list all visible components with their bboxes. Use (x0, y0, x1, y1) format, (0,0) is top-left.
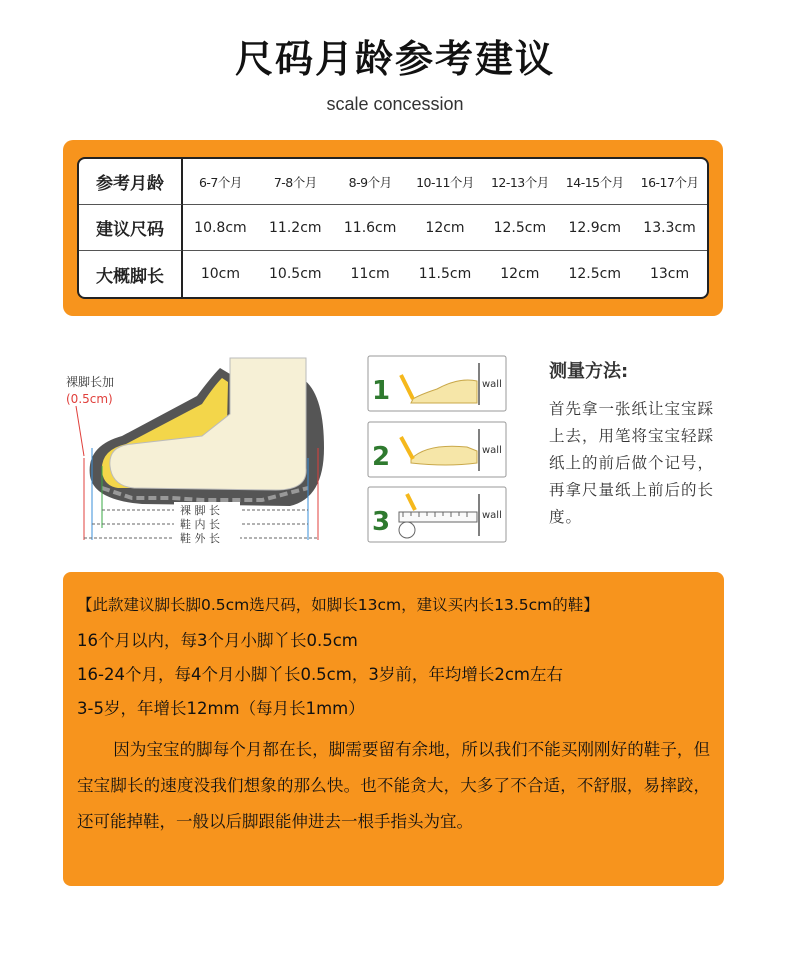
shoe-fit-diagram (62, 348, 340, 548)
page-subtitle: scale concession (326, 94, 464, 114)
step-1 (368, 356, 506, 411)
table-cell: 11cm (350, 266, 390, 282)
page-title: 尺码月龄参考建议 (234, 37, 555, 81)
table-cell: 11.6cm (333, 205, 408, 251)
table-cell: 10cm (200, 266, 240, 282)
size-table-panel (63, 140, 723, 316)
table-cell: 12cm (500, 266, 540, 282)
measure-label-inner: 鞋 内 长 (180, 518, 220, 531)
table-cell: 11.5cm (418, 266, 472, 282)
step-number: 2 (372, 442, 391, 472)
table-cell: 10.5cm (269, 266, 322, 282)
row-label-age: 参考月龄 (79, 159, 183, 205)
measure-label-bare-foot: 裸 脚 长 (180, 504, 220, 517)
table-cell: 16-17个月 (632, 159, 707, 205)
callout-line (76, 406, 84, 456)
table-cell: 10.8cm (183, 205, 258, 251)
size-table (77, 157, 709, 299)
table-cell: 8-9个月 (333, 159, 408, 205)
step-3 (368, 487, 506, 542)
step-number: 1 (372, 376, 391, 406)
measure-label-outer: 鞋 外 长 (180, 532, 220, 545)
measure-steps-illustration (367, 355, 509, 543)
tape-icon (399, 522, 415, 538)
row-label-size: 建议尺码 (79, 205, 183, 251)
table-cell: 13.3cm (632, 205, 707, 251)
notes-line: 16个月以内，每3个月小脚丫长0.5cm (77, 631, 358, 650)
wall-label: wall (482, 510, 502, 521)
table-cell: 12cm (408, 205, 483, 251)
table-cell: 12.5cm (568, 266, 621, 282)
wall-label: wall (482, 445, 502, 456)
table-cell: 12.9cm (557, 205, 632, 251)
callout-value: (0.5cm) (66, 392, 113, 406)
notes-line: 【此款建议脚长脚0.5cm选尺码，如脚长13cm，建议买内长13.5cm的鞋】 (77, 596, 599, 614)
table-cell: 12-13个月 (482, 159, 557, 205)
notes-paragraph: 因为宝宝的脚每个月都在长，脚需要留有余地，所以我们不能买刚刚好的鞋子，但宝宝脚长的速度没我们想象的那么快。也不能贪大，大多了不合适，不舒服，易摔跤，还可能掉鞋，一般以后脚跟能伸进去一根手指头为宜。 (77, 740, 710, 831)
notes-panel (63, 572, 724, 886)
notes-line: 16-24个月，每4个月小脚丫长0.5cm，3岁前，年均增长2cm左右 (77, 665, 563, 684)
wall-label: wall (482, 379, 502, 390)
row-label-foot-length: 大概脚长 (79, 251, 183, 297)
table-cell: 12.5cm (482, 205, 557, 251)
table-cell: 11.2cm (258, 205, 333, 251)
callout-label: 裸脚长加 (66, 375, 115, 389)
table-cell: 6-7个月 (183, 159, 258, 205)
table-cell: 10-11个月 (408, 159, 483, 205)
table-cell: 13cm (649, 266, 690, 282)
method-title: 测量方法: (549, 361, 629, 382)
step-2 (368, 422, 506, 477)
notes-line: 3-5岁，年增长12mm（每月长1mm） (77, 699, 365, 718)
method-text: 首先拿一张纸让宝宝踩上去，用笔将宝宝轻踩纸上的前后做个记号，再拿尺量纸上前后的长度。 (549, 400, 715, 526)
table-cell: 7-8个月 (258, 159, 333, 205)
step-number: 3 (372, 507, 391, 537)
table-cell: 14-15个月 (557, 159, 632, 205)
